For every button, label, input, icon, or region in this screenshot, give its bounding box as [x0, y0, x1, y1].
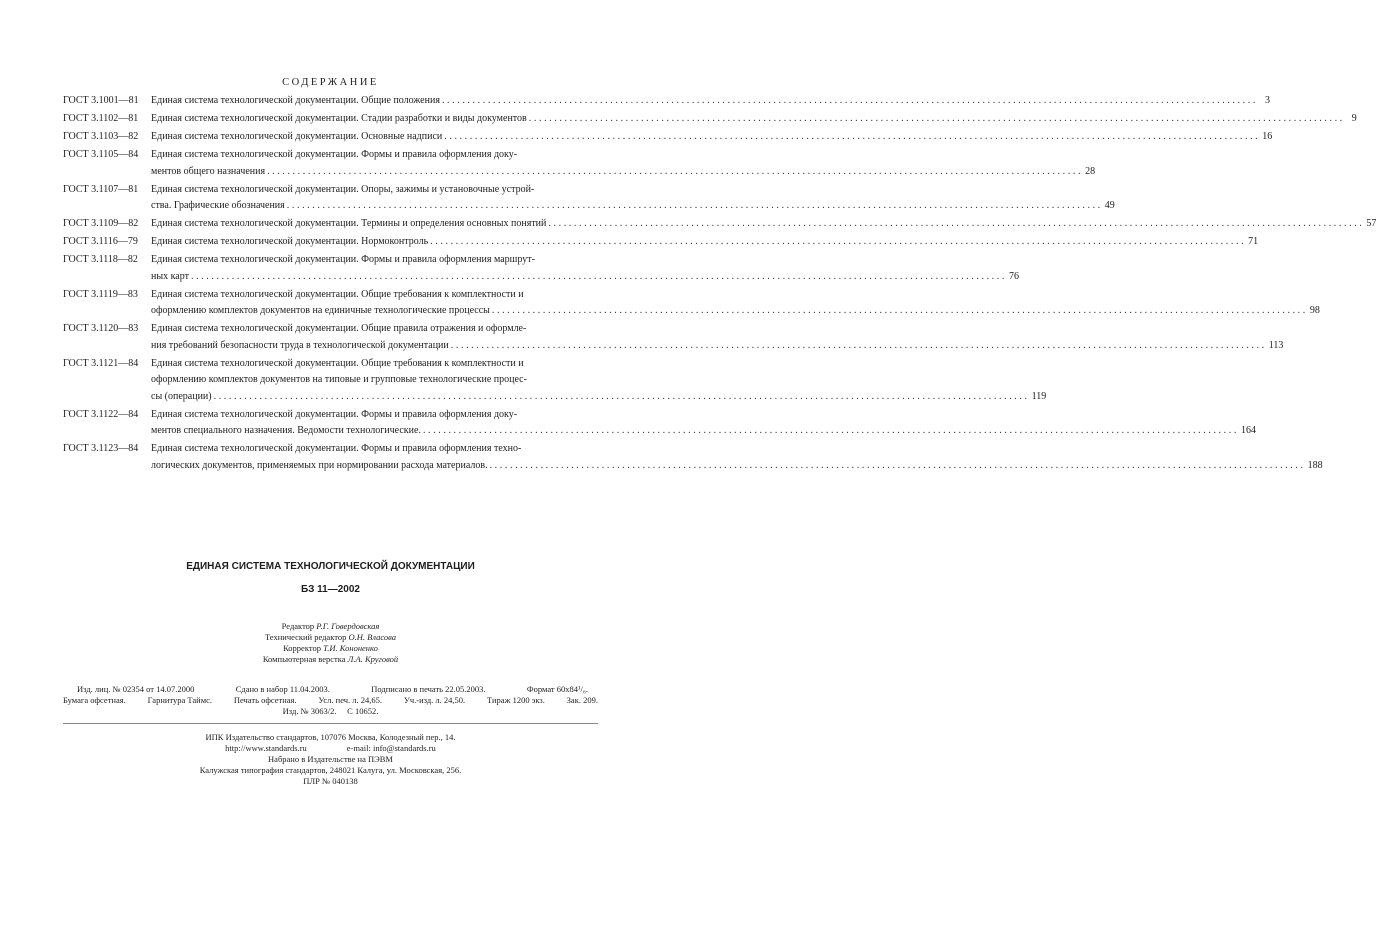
publisher-address: ИПК Издательство стандартов, 107076 Москва, Колодезный пер., 14. [205, 732, 456, 742]
credit-corrector: Корректор Т.И. Кононенко [283, 643, 378, 653]
toc-entry [63, 407, 1256, 440]
toc-entry-title-line: Единая система технологической документации. Термины и определения основных понятий [151, 218, 547, 229]
c-number: С 10652. [347, 706, 379, 716]
toc-entry-page: 164 [1240, 425, 1256, 436]
toc-entry-title-line: Единая система технологической документации. Основные надписи [151, 131, 443, 142]
leader-dots: ................................................................................................................................................................ [267, 165, 1084, 177]
credit-tech-editor: Технический редактор О.Н. Власова [264, 632, 397, 642]
toc-entry-title-line: ных карт [151, 270, 189, 282]
toc-entry-page: 28 [1085, 165, 1096, 177]
edition-number: Изд. № 3063/2. [282, 706, 337, 716]
toc-entry-page: 9 [1351, 113, 1357, 124]
toc-entry-page: 3 [1264, 95, 1270, 106]
toc-entry-title-line: Единая система технологической документации. Формы и правила оформления доку- [151, 149, 518, 160]
toc-entry-title-line: сы (операции) [151, 390, 212, 402]
toc-entry-page: 98 [1309, 305, 1320, 316]
toc-entry-title-line: ства. Графические обозначения [151, 200, 285, 211]
leader-dots: ................................................................................................................................................................ [491, 305, 1308, 316]
toc-entry-code: ГОСТ 3.1123—84 [63, 443, 139, 454]
toc-entry [63, 321, 1284, 354]
toc-entry-page: 49 [1104, 200, 1115, 211]
leader-dots: ................................................................................................................................................................ [430, 236, 1247, 247]
toc-entry-code: ГОСТ 3.1102—81 [63, 113, 139, 124]
print-sheets: Усл. печ. л. 24,65. [318, 695, 383, 705]
toc-entry-code: ГОСТ 3.1121—84 [63, 357, 139, 369]
toc-entry [63, 356, 1047, 406]
format: Формат 60x84¹/₈. [526, 684, 588, 694]
credit-layout: Компьютерная верстка Л.А. Круговой [262, 654, 399, 664]
book-title: ЕДИНАЯ СИСТЕМА ТЕХНОЛОГИЧЕСКОЙ ДОКУМЕНТАЦИИ [186, 561, 475, 572]
edition-sheets: Уч.-изд. л. 24,50. [403, 695, 466, 705]
toc-entry-title-line: ментов специального назначения. Ведомости технологические. [151, 425, 421, 436]
toc-entry-title-line: оформлению комплектов документов на типовые и групповые технологические процес- [151, 374, 527, 385]
toc-entry-page: 119 [1031, 390, 1047, 402]
order-number: Зак. 209. [566, 695, 598, 705]
toc-entry-code: ГОСТ 3.1109—82 [63, 218, 139, 229]
toc-entry [63, 252, 1019, 285]
toc-entry-title-line: ния требований безопасности труда в технологической документации [151, 339, 449, 351]
toc-entry-page: 57 [1366, 218, 1376, 229]
leader-dots: ................................................................................................................................................................ [450, 339, 1267, 351]
toc-entry-page: 188 [1307, 459, 1323, 471]
toc-title: СОДЕРЖАНИЕ [282, 77, 379, 88]
toc-entry-title-line: ментов общего назначения [151, 165, 266, 177]
table-of-contents [63, 93, 1376, 476]
book-code: БЗ 11—2002 [301, 584, 360, 595]
toc-entry-code: ГОСТ 3.1116—79 [63, 236, 138, 247]
toc-entry-code: ГОСТ 3.1119—83 [63, 288, 138, 300]
toc-entry-code: ГОСТ 3.1120—83 [63, 323, 139, 334]
toc-entry [63, 147, 1096, 180]
leader-dots: ................................................................................................................................................................ [489, 459, 1306, 471]
divider [63, 723, 598, 724]
leader-dots: ................................................................................................................................................................ [286, 200, 1103, 211]
toc-entry [63, 234, 1259, 251]
toc-entry-page: 16 [1262, 131, 1273, 142]
toc-entry-title-line: Единая система технологической документации. Формы и правила оформления техно- [151, 443, 522, 454]
leader-dots: ................................................................................................................................................................ [441, 95, 1258, 106]
toc-entry-code: ГОСТ 3.1105—84 [63, 149, 139, 160]
toc-entry-code: ГОСТ 3.1103—82 [63, 131, 139, 142]
toc-entry-code: ГОСТ 3.1122—84 [63, 408, 139, 420]
toc-entry [63, 129, 1273, 146]
toc-entry-title-line: Единая система технологической документации. Стадии разработки и виды документов [151, 113, 527, 124]
toc-entry-title-line: Единая система технологической документации. Общие положения [151, 95, 440, 106]
toc-entry-title-line: Единая система технологической документации. Формы и правила оформления маршрут- [151, 254, 535, 265]
press-address: Калужская типография стандартов, 248021 Калуга, ул. Московская, 256. [199, 765, 462, 775]
toc-entry-code: ГОСТ 3.1107—81 [63, 183, 139, 195]
print-run: Тираж 1200 экз. [487, 695, 545, 705]
toc-entry-page: 71 [1248, 236, 1259, 247]
toc-entry-code: ГОСТ 3.1001—81 [63, 95, 139, 106]
toc-entry-title-line: оформлению комплектов документов на единичные технологические процессы [151, 305, 490, 316]
license: Изд. лиц. № 02354 от 14.07.2000 [77, 684, 195, 694]
leader-dots: ................................................................................................................................................................ [528, 113, 1345, 124]
toc-entry-code: ГОСТ 3.1118—82 [63, 254, 138, 265]
plr-number: ПЛР № 040138 [303, 776, 358, 786]
toc-entry [63, 441, 1323, 474]
toc-entry-title-line: Единая система технологической документации. Опоры, зажимы и установочные устрой- [151, 183, 535, 195]
toc-entry [63, 287, 1320, 320]
toc-entry [63, 182, 1115, 215]
printer-info [0, 732, 661, 787]
leader-dots: ................................................................................................................................................................ [444, 131, 1261, 142]
credit-editor: Редактор Р.Г. Говердовская [281, 621, 380, 631]
leader-dots: ................................................................................................................................................................ [422, 425, 1239, 436]
toc-entry-page: 113 [1268, 339, 1284, 351]
website-link[interactable]: http://www.standards.ru [225, 743, 307, 753]
submitted-date: Сдано в набор 11.04.2003. [235, 684, 330, 694]
publishing-info [63, 684, 598, 717]
staff-credits [0, 621, 661, 665]
toc-entry-title-line: Единая система технологической документации. Общие правила отражения и оформле- [151, 323, 527, 334]
paper: Бумага офсетная. [63, 695, 126, 705]
leader-dots: ................................................................................................................................................................ [548, 218, 1365, 229]
toc-entry-title-line: Единая система технологической документации. Общие требования к комплектности и [151, 288, 524, 300]
typeface: Гарнитура Таймс. [147, 695, 212, 705]
toc-entry-title-line: логических документов, применяемых при нормировании расхода материалов. [151, 459, 488, 471]
toc-entry-title-line: Единая система технологической документации. Формы и правила оформления доку- [151, 408, 518, 420]
leader-dots: ................................................................................................................................................................ [190, 270, 1007, 282]
toc-entry-page: 76 [1008, 270, 1019, 282]
toc-entry [63, 216, 1376, 233]
toc-entry [63, 111, 1357, 128]
signed-date: Подписано в печать 22.05.2003. [371, 684, 486, 694]
toc-entry-title-line: Единая система технологической документации. Нормоконтроль [151, 236, 429, 247]
leader-dots: ................................................................................................................................................................ [213, 390, 1030, 402]
toc-entry [63, 93, 1270, 110]
toc-entry-title-line: Единая система технологической документации. Общие требования к комплектности и [151, 357, 524, 369]
typeset-note: Набрано в Издательстве на ПЭВМ [268, 754, 393, 764]
email-link[interactable]: e-mail: info@standards.ru [346, 743, 436, 753]
printing: Печать офсетная. [233, 695, 297, 705]
